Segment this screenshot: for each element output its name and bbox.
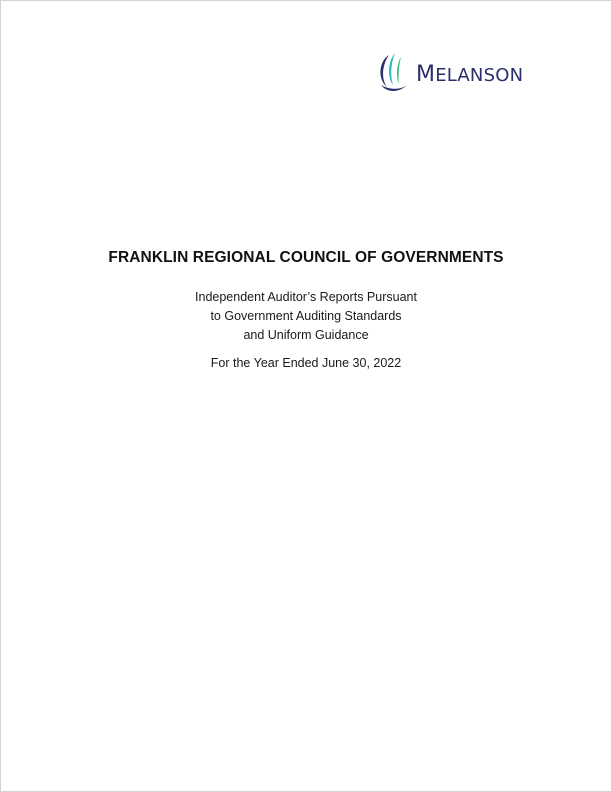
reporting-period: For the Year Ended June 30, 2022 <box>210 356 402 370</box>
document-subtitle <box>1 288 611 345</box>
melanson-logo <box>375 51 523 95</box>
melanson-logo-mark-icon <box>375 51 411 95</box>
document-title: FRANKLIN REGIONAL COUNCIL OF GOVERNMENTS <box>108 249 504 266</box>
subtitle-line: and Uniform Guidance <box>243 328 369 342</box>
subtitle-line: Independent Auditor’s Reports Pursuant <box>195 290 417 304</box>
melanson-logo-text: MELANSON <box>416 62 524 87</box>
subtitle-line: to Government Auditing Standards <box>210 309 402 323</box>
